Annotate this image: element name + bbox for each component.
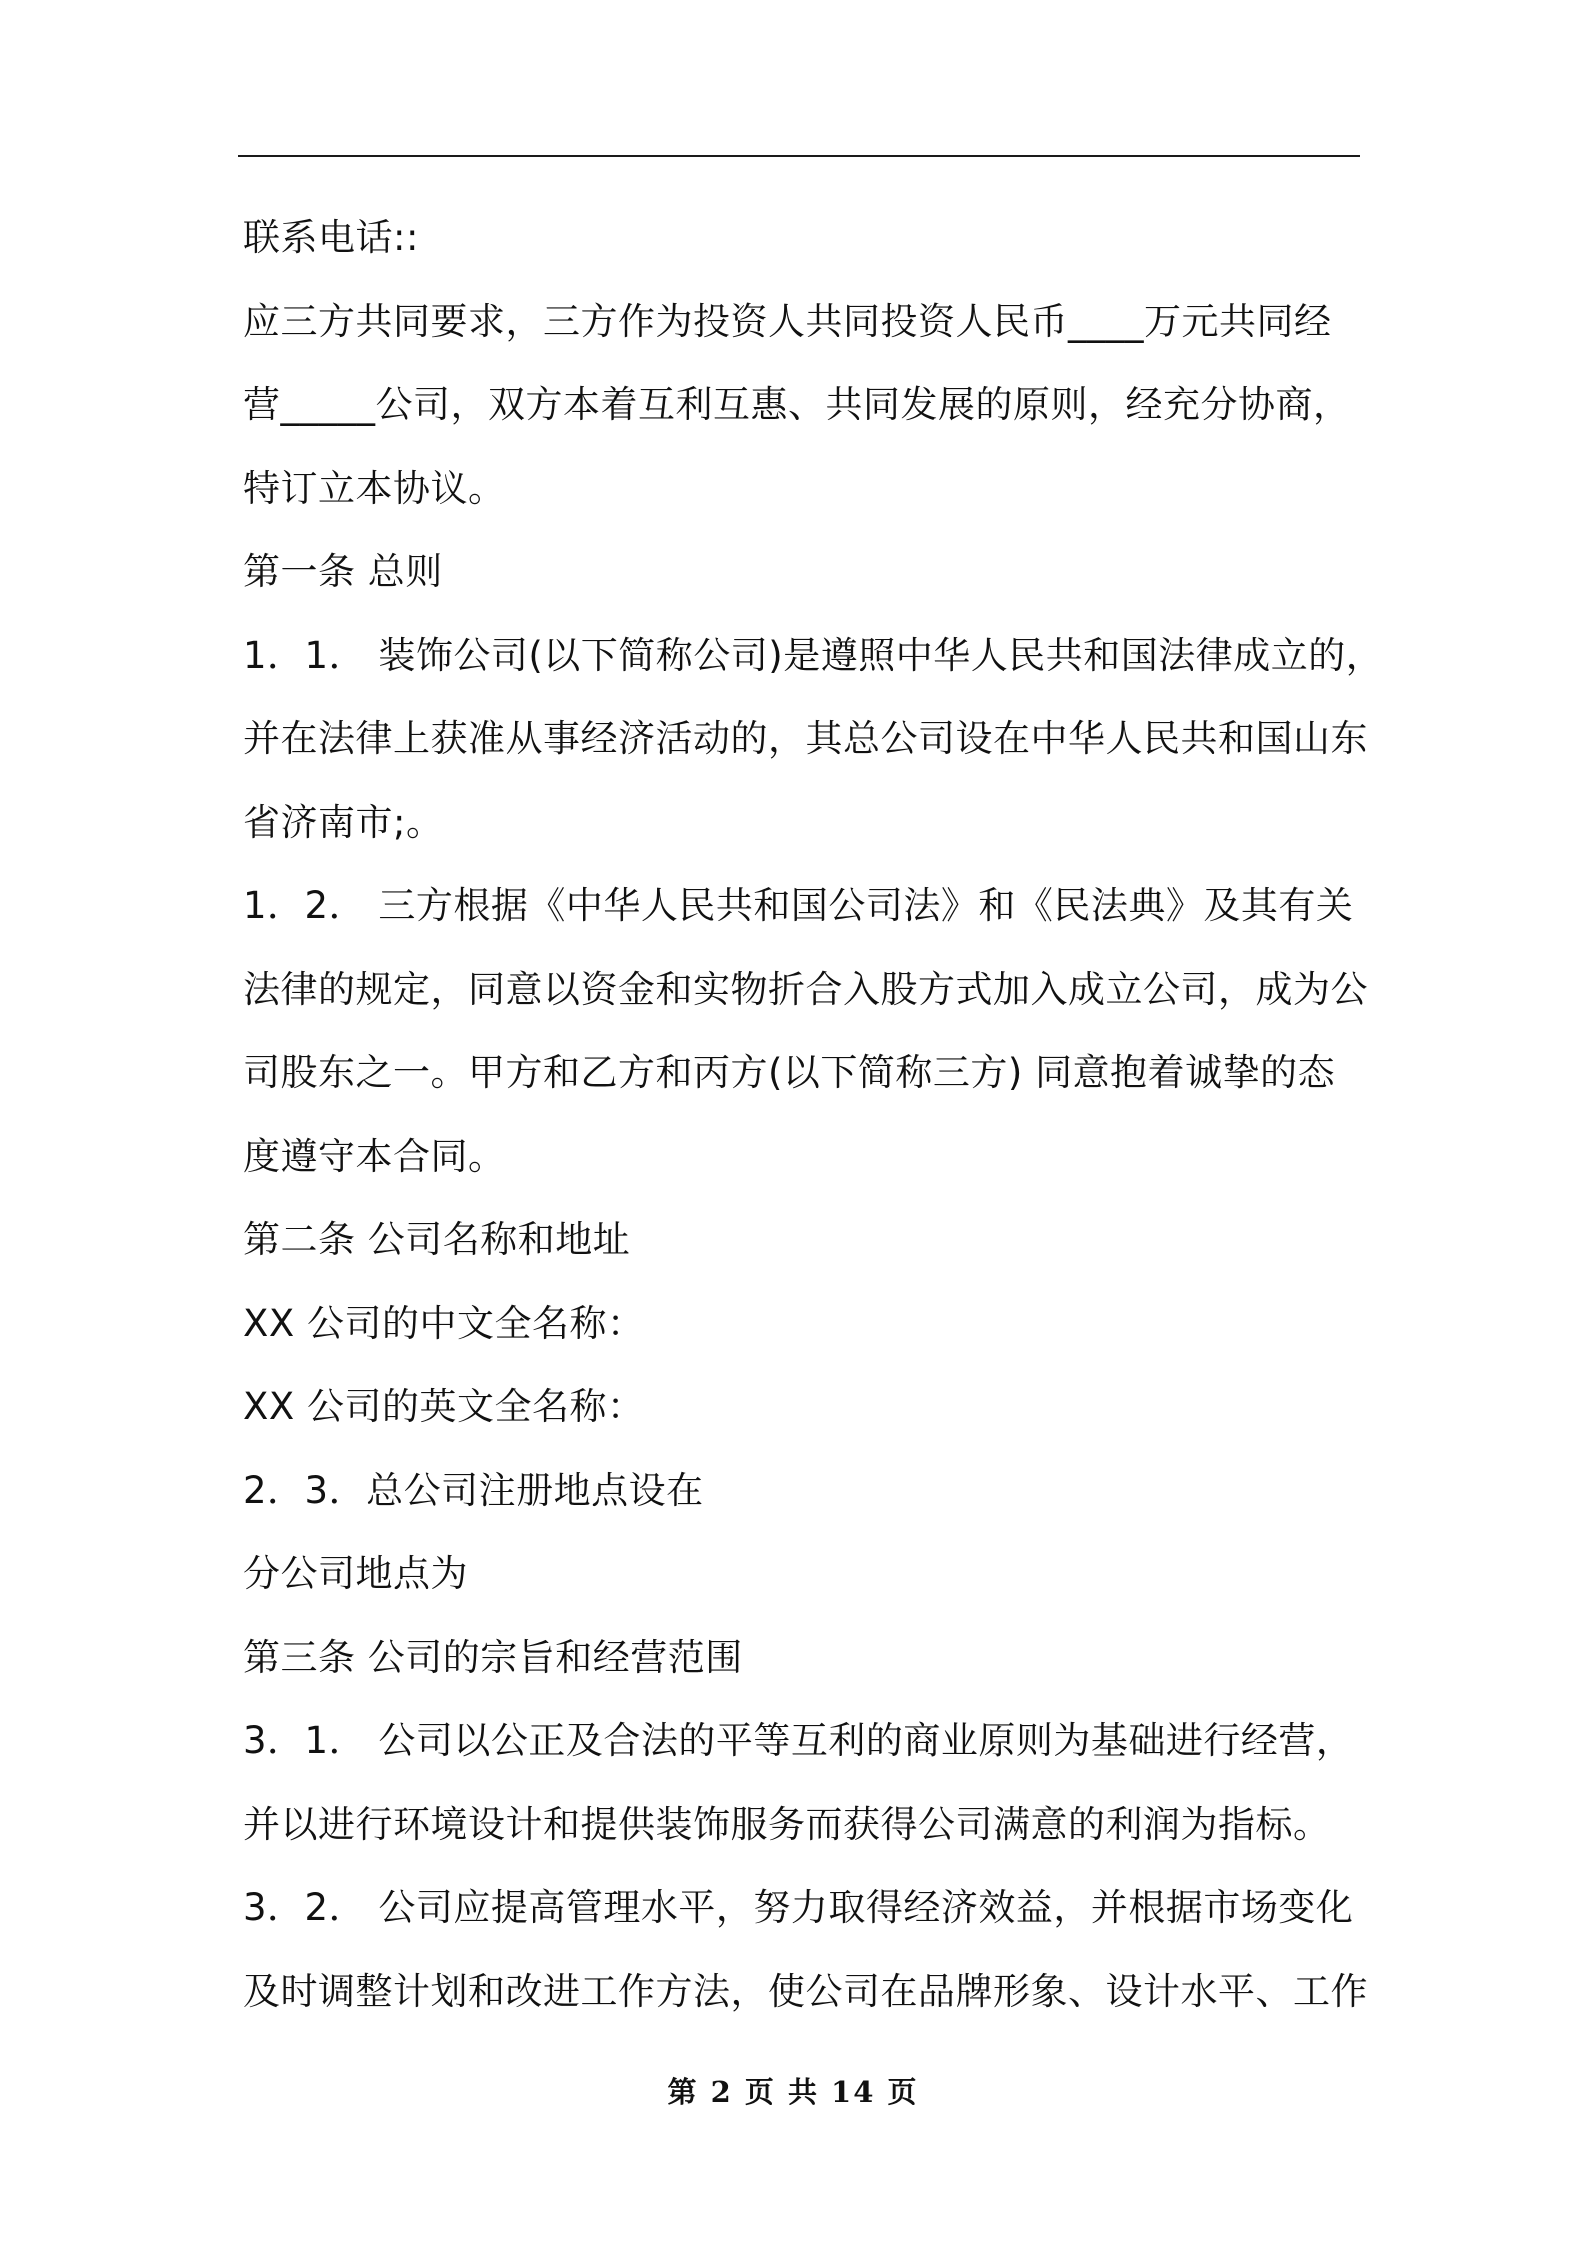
text-line: 1．2． 三方根据《中华人民共和国公司法》和《民法典》及其有关 <box>243 884 1354 927</box>
header-rule <box>238 155 1360 157</box>
text-line: 司股东之一。甲方和乙方和丙方(以下简称三方) 同意抱着诚挚的态 <box>243 1051 1336 1094</box>
text-line: 度遵守本合同。 <box>243 1134 506 1178</box>
text-line: XX 公司的中文全名称： <box>243 1301 645 1345</box>
section-heading: 第二条 公司名称和地址 <box>243 1218 631 1261</box>
document-body <box>243 196 1384 2033</box>
text-line: 1．1． 装饰公司(以下简称公司)是遵照中华人民共和国法律成立的， <box>243 633 1384 677</box>
text-line: 特订立本协议。 <box>243 466 506 510</box>
section-heading: 第一条 总则 <box>243 550 443 593</box>
text-line: 3．2． 公司应提高管理水平，努力取得经济效益，并根据市场变化 <box>243 1886 1354 1929</box>
section-heading: 第三条 公司的宗旨和经营范围 <box>243 1635 743 1679</box>
text-line: 并在法律上获准从事经济活动的，其总公司设在中华人民共和国山东 <box>243 717 1368 760</box>
text-line: 2．3．总公司注册地点设在 <box>243 1468 704 1512</box>
page-number: 第 2 页 共 14 页 <box>667 2075 919 2109</box>
text-line: XX 公司的英文全名称： <box>243 1385 645 1428</box>
text-line: 联系电话:: <box>243 216 419 259</box>
text-line: 省济南市;。 <box>243 800 444 844</box>
text-line: 及时调整计划和改进工作方法，使公司在品牌形象、设计水平、工作 <box>243 1969 1368 2013</box>
text-line: 应三方共同要求，三方作为投资人共同投资人民币____万元共同经 <box>243 299 1332 343</box>
text-line: 营_____公司，双方本着互利互惠、共同发展的原则，经充分协商， <box>243 383 1351 426</box>
text-line: 分公司地点为 <box>243 1552 468 1595</box>
text-line: 并以进行环境设计和提供装饰服务而获得公司满意的利润为指标。 <box>243 1802 1331 1846</box>
text-line: 3．1． 公司以公正及合法的平等互利的商业原则为基础进行经营， <box>243 1719 1354 1762</box>
text-line: 法律的规定，同意以资金和实物折合入股方式加入成立公司，成为公 <box>243 967 1368 1011</box>
